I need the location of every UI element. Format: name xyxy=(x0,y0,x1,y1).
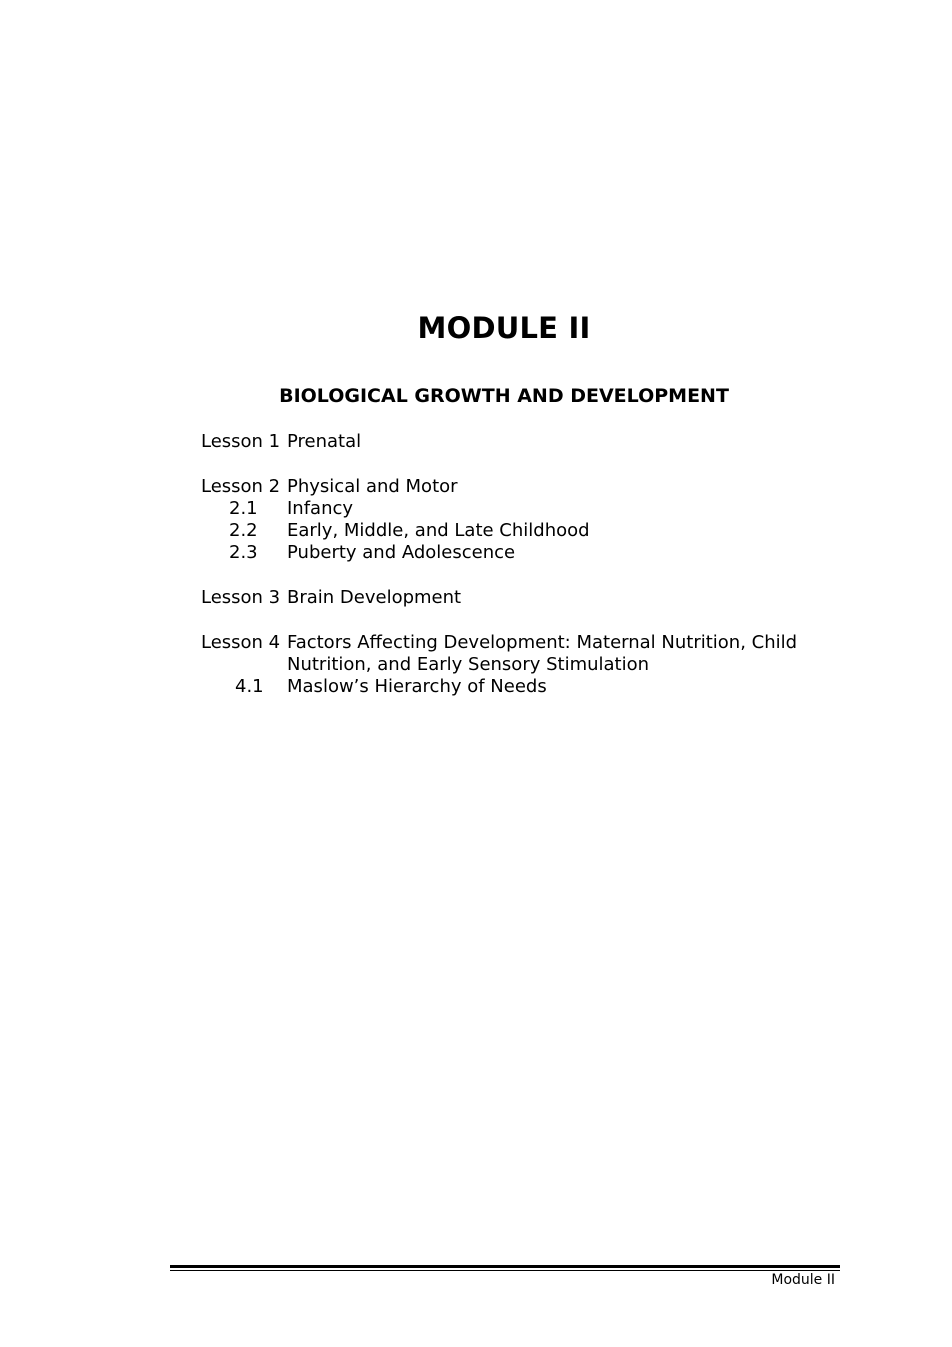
toc-number: Lesson 1 xyxy=(201,431,281,452)
toc-number: 2.3 xyxy=(229,542,258,564)
toc-text: Prenatal xyxy=(287,431,362,452)
toc-entry-lesson-1 xyxy=(201,431,841,453)
page-title: MODULE II xyxy=(417,311,591,345)
toc-text: Brain Development xyxy=(287,587,462,609)
toc-entry-2-2 xyxy=(201,520,841,542)
table-of-contents xyxy=(201,431,841,699)
toc-entry-lesson-4 xyxy=(201,632,841,677)
footer-divider-thin xyxy=(170,1270,840,1271)
toc-text: Puberty and Adolescence xyxy=(287,542,516,564)
footer-module-label: Module II xyxy=(771,1272,835,1288)
toc-number: 2.1 xyxy=(229,497,258,519)
footer-divider xyxy=(170,1265,840,1268)
toc-text: Physical and Motor xyxy=(287,475,458,497)
toc-entry-lesson-3 xyxy=(201,587,841,609)
toc-entry-2-3 xyxy=(201,542,841,564)
toc-entry-2-1 xyxy=(201,498,841,520)
toc-text: Infancy xyxy=(287,497,354,519)
toc-text: Maslow’s Hierarchy of Needs xyxy=(287,676,547,698)
toc-number: 4.1 xyxy=(235,676,264,698)
toc-number: Lesson 2 xyxy=(201,475,281,497)
toc-text: Factors Affecting Development: Maternal Nutrition, Child Nutrition, and Early Sensory Stimulation xyxy=(287,631,798,675)
module-subtitle: BIOLOGICAL GROWTH AND DEVELOPMENT xyxy=(279,385,729,407)
toc-number: Lesson 4 xyxy=(201,631,281,653)
toc-entry-4-1 xyxy=(201,676,841,698)
toc-number: Lesson 3 xyxy=(201,587,281,609)
toc-number: 2.2 xyxy=(229,520,258,542)
toc-text: Early, Middle, and Late Childhood xyxy=(287,520,590,542)
toc-entry-lesson-2 xyxy=(201,476,841,498)
